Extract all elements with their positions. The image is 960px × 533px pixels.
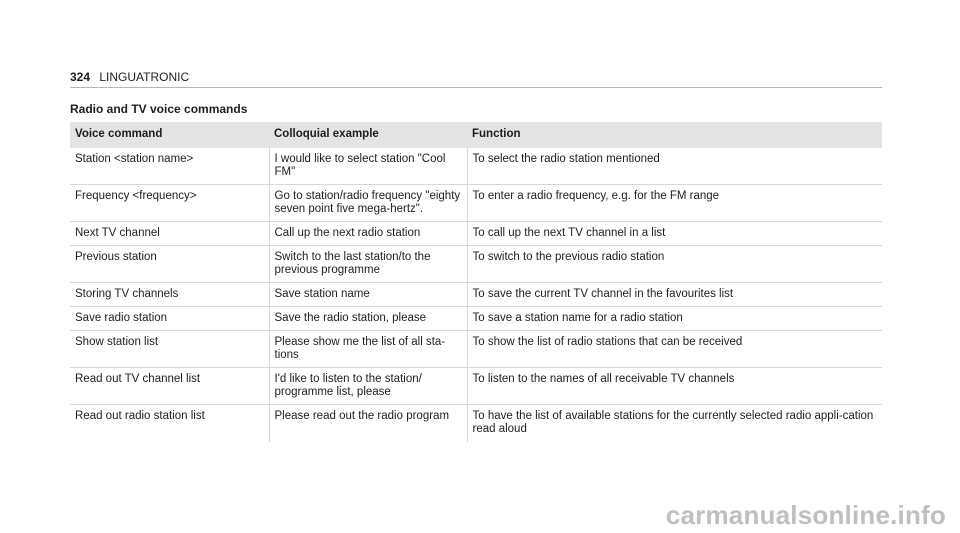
voice-command-cell: Frequency <frequency> [70,185,269,222]
table-row [70,405,882,443]
column-header-voice-command: Voice command [70,122,269,148]
voice-commands-table [70,122,882,442]
section-name: LINGUATRONIC [99,70,190,84]
page-header [70,70,189,84]
table-row [70,246,882,283]
voice-command-cell: Station <station name> [70,148,269,185]
voice-command-cell: Save radio station [70,307,269,331]
header-divider [70,87,882,88]
function-cell: To switch to the previous radio station [467,246,882,283]
voice-command-cell: Show station list [70,331,269,368]
colloquial-example-cell: Call up the next radio station [269,222,467,246]
voice-command-cell: Storing TV channels [70,283,269,307]
page-title: Radio and TV voice commands [70,102,248,116]
voice-command-cell: Previous station [70,246,269,283]
function-cell: To show the list of radio stations that can be received [467,331,882,368]
function-cell: To save the current TV channel in the favourites list [467,283,882,307]
colloquial-example-cell: I would like to select station "Cool FM" [269,148,467,185]
watermark: carmanualsonline.info [665,500,946,530]
colloquial-example-cell: Please show me the list of all sta-tions [269,331,467,368]
table-row [70,222,882,246]
table-row [70,307,882,331]
colloquial-example-cell: I'd like to listen to the station/ programme list, please [269,368,467,405]
page-number: 324 [70,70,91,84]
column-header-colloquial-example: Colloquial example [269,122,467,148]
table-row [70,283,882,307]
column-header-function: Function [467,122,882,148]
function-cell: To listen to the names of all receivable TV channels [467,368,882,405]
table-row [70,185,882,222]
function-cell: To select the radio station mentioned [467,148,882,185]
table-row [70,148,882,185]
voice-command-cell: Read out radio station list [75,410,205,422]
function-cell: To call up the next TV channel in a list [467,222,882,246]
table-header-row [70,122,882,148]
voice-command-cell: Next TV channel [70,222,269,246]
function-cell: To enter a radio frequency, e.g. for the FM range [467,185,882,222]
function-cell: To have the list of available stations for the currently selected radio appli-cation read aloud [467,405,882,443]
voice-command-cell: Read out TV channel list [70,368,269,405]
colloquial-example-cell: Save the radio station, please [269,307,467,331]
table-row [70,368,882,405]
colloquial-example-cell: Please read out the radio program [269,405,467,443]
function-cell: To save a station name for a radio station [467,307,882,331]
table-row [70,331,882,368]
colloquial-example-cell: Switch to the last station/to the previous programme [269,246,467,283]
colloquial-example-cell: Go to station/radio frequency "eighty seven point five mega-hertz". [269,185,467,222]
colloquial-example-cell: Save station name [269,283,467,307]
